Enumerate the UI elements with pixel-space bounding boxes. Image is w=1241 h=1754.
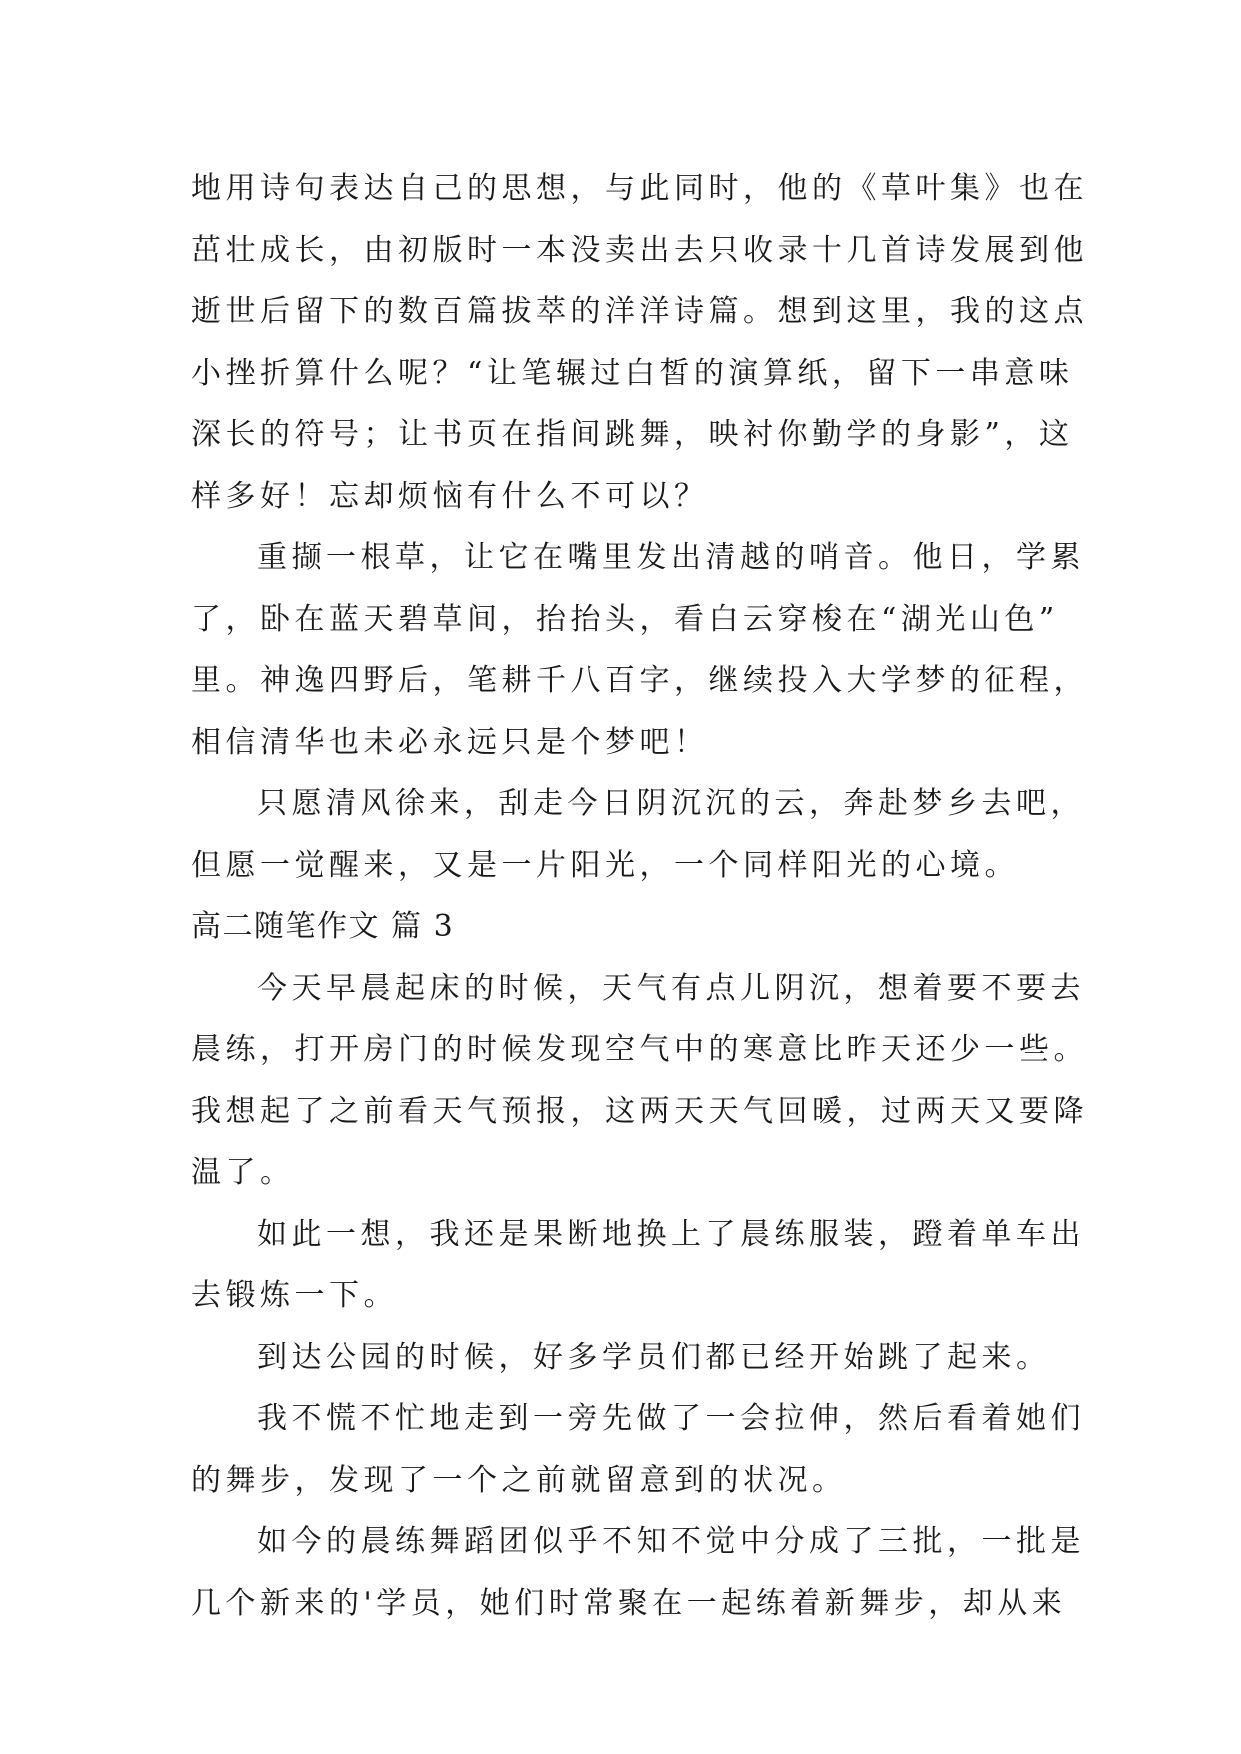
text-line: 如此一想，我还是果断地换上了晨练服装，蹬着单车出	[257, 1216, 1085, 1252]
text-line: 我不慌不忙地走到一旁先做了一会拉伸，然后看着她们	[257, 1401, 1085, 1436]
text-line: 今天早晨起床的时候，天气有点儿阴沉，想着要不要去	[257, 970, 1085, 1006]
text-line: 深长的符号；让书页在指间跳舞，映衬你勤学的身影”，这	[191, 417, 1074, 452]
text-line: 的舞步，发现了一个之前就留意到的状况。	[191, 1462, 847, 1498]
text-line: 了，卧在蓝天碧草间，抬抬头，看白云穿梭在“湖光山色”	[191, 601, 1059, 637]
text-line: 小挫折算什么呢？“让笔辗过白皙的演算纸，留下一串意味	[191, 355, 1074, 391]
text-line: 去锻炼一下。	[191, 1278, 398, 1313]
text-line: 如今的晨练舞蹈团似乎不知不觉中分成了三批，一批是	[257, 1524, 1085, 1559]
document-body	[191, 158, 1088, 1634]
text-line: 几个新来的'学员，她们时常聚在一起练着新舞步，却从来	[191, 1585, 1067, 1621]
text-line: 只愿清风徐来，刮走今日阴沉沉的云，奔赴梦乡去吧，	[257, 786, 1085, 821]
text-line: 晨练，打开房门的时候发现空气中的寒意比昨天还少一些。	[191, 1032, 1088, 1067]
text-line: 但愿一觉醒来，又是一片阳光，一个同样阳光的心境。	[191, 847, 1019, 883]
text-line: 茁壮成长，由初版时一本没卖出去只收录十几首诗发展到他	[191, 232, 1088, 268]
text-line: 地用诗句表达自己的思想，与此同时，他的《草叶集》也在	[191, 171, 1088, 206]
section-heading: 高二随笔作文 篇 3	[191, 909, 455, 944]
text-line: 温了。	[191, 1155, 295, 1190]
text-line: 重撷一根草，让它在嘴里发出清越的哨音。他日，学累	[257, 540, 1085, 575]
text-line: 逝世后留下的数百篇拔萃的洋洋诗篇。想到这里，我的这点	[191, 294, 1088, 329]
text-line: 相信清华也未必永远只是个梦吧！	[191, 724, 709, 760]
text-line: 我想起了之前看天气预报，这两天天气回暖，过两天又要降	[191, 1093, 1088, 1129]
text-line: 里。神逸四野后，笔耕千八百字，继续投入大学梦的征程，	[191, 663, 1088, 698]
text-line: 样多好！忘却烦恼有什么不可以？	[191, 478, 709, 514]
text-line: 到达公园的时候，好多学员们都已经开始跳了起来。	[257, 1339, 1051, 1375]
